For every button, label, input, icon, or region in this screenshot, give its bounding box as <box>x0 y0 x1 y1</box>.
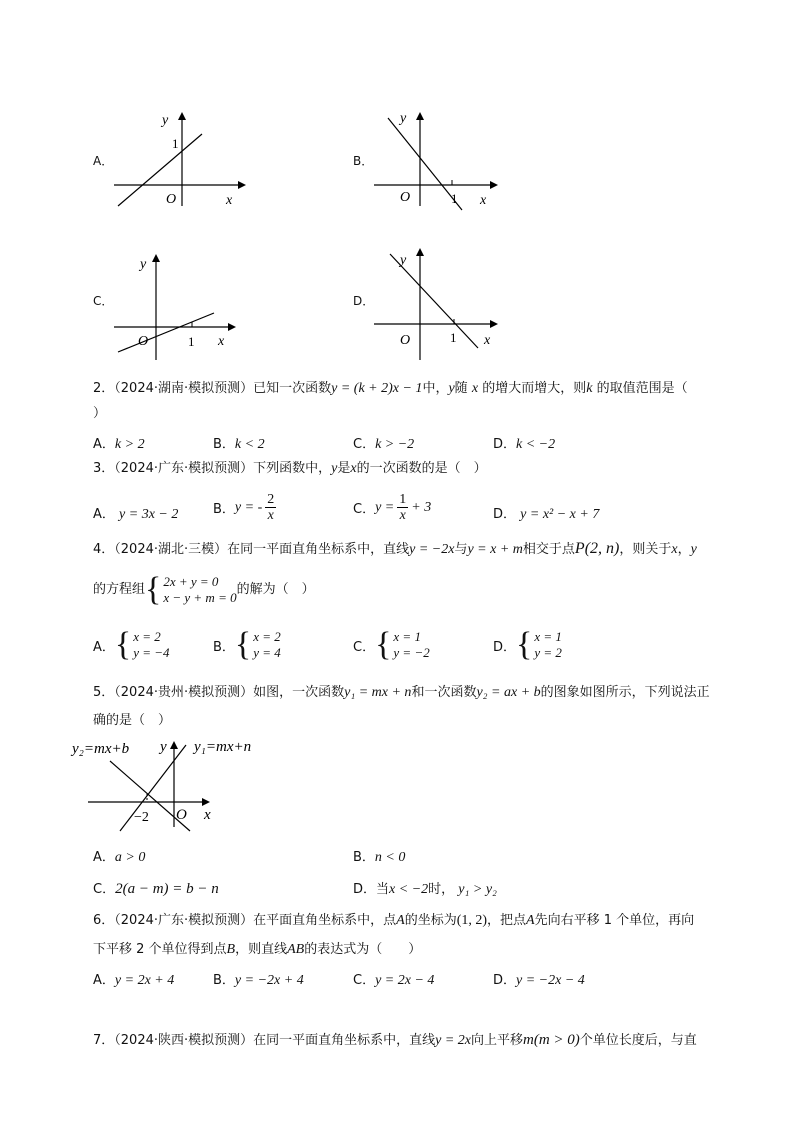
q6-stem-text-c: ，把点 <box>487 913 527 928</box>
q5-stem-text: 5．（2024·贵州·模拟预测）如图，一次函数 <box>93 685 345 700</box>
q2-close-paren: ） <box>93 406 107 421</box>
option-row1: x = 1 <box>534 629 562 644</box>
option-math: y = - <box>234 499 263 515</box>
q2-var-x: x <box>471 381 479 396</box>
q6-option-b[interactable] <box>213 969 304 989</box>
q4-eq1: 2x + y = 0 <box>163 574 219 589</box>
q5-fig-origin: O <box>176 807 187 823</box>
option-math: y = −2x + 4 <box>234 973 304 988</box>
option-math: a > 0 <box>114 850 146 865</box>
q6-point-a: A <box>396 913 405 928</box>
q1b-tick-label: 1 <box>451 191 458 206</box>
q1c-x-label: x <box>218 334 225 349</box>
q1a-origin: O <box>166 192 177 207</box>
q7-stem-text-c: 个单位长度后，与直 <box>579 1033 697 1048</box>
q1d-origin: O <box>400 333 411 348</box>
option-letter: B． <box>213 437 235 452</box>
q4-eq2: x − y + m = 0 <box>163 590 237 605</box>
option-math: y = 2x − 4 <box>375 973 435 988</box>
option-letter: B． <box>213 639 235 655</box>
q4-var-x: x <box>671 542 678 557</box>
q4-stem-text-d: ，则关于 <box>619 542 672 557</box>
fraction <box>397 492 408 523</box>
q4-var-y: y <box>690 542 697 557</box>
q6-line-ab: AB <box>287 942 305 957</box>
q2-function: y = (k + 2)x − 1 <box>331 381 423 396</box>
q5-option-b[interactable] <box>353 846 405 866</box>
brace: { <box>145 571 162 608</box>
option-math: k > 2 <box>114 437 145 452</box>
q2-option-c[interactable] <box>353 433 414 453</box>
q5-option-d[interactable] <box>353 878 497 898</box>
option-letter: C． <box>353 973 376 988</box>
option-letter: D． <box>353 882 377 897</box>
option-system <box>375 626 430 663</box>
q4-stem <box>93 540 697 559</box>
q1b-y-label: y <box>400 111 407 126</box>
q1-graph-c <box>110 248 240 358</box>
brace: { <box>114 626 132 663</box>
option-row2: y = −4 <box>133 645 170 660</box>
q2-option-a[interactable] <box>93 433 145 453</box>
option-system <box>234 626 281 663</box>
q3-stem-text-b: 是 <box>337 461 351 476</box>
q1a-y-label: y <box>162 113 169 128</box>
q6-option-d[interactable] <box>493 969 585 989</box>
q1c-y-label: y <box>140 257 147 272</box>
q3-stem-text-c: 的一次函数的是（ ） <box>356 461 487 476</box>
q1a-x-label: x <box>226 193 233 208</box>
option-letter: B． <box>213 502 235 517</box>
option-math: x < −2 <box>389 882 429 897</box>
option-letter: C． <box>353 639 376 655</box>
q1-option-b-letter[interactable]: B． <box>353 154 374 168</box>
q5-option-a[interactable] <box>93 846 145 866</box>
fraction-numerator: 2 <box>267 492 275 507</box>
q3-var-x: x <box>350 461 357 476</box>
brace: { <box>516 626 533 663</box>
q1c-tick-label: 1 <box>188 334 195 349</box>
q6-option-c[interactable] <box>353 969 434 989</box>
q6-stem-text-e: 下平移 2 个单位得到点 <box>93 942 227 957</box>
q4-option-a[interactable] <box>93 626 170 663</box>
q3-var-y: y <box>331 461 338 476</box>
q7-stem-text: 7．（2024·陕西·模拟预测）在同一平面直角坐标系中，直线 <box>93 1033 436 1048</box>
q1d-x-label: x <box>484 333 491 348</box>
q5-fig-y2-label: y₂=mx+b <box>72 741 130 757</box>
q6-stem-text-d: 先向右平移 1 个单位，再向 <box>534 913 695 928</box>
q4-stem-text-c: 相交于点 <box>522 542 575 557</box>
q3-stem <box>93 460 487 478</box>
option-letter: A． <box>93 639 115 655</box>
option-row1: x = 2 <box>253 629 281 644</box>
q1b-origin: O <box>400 190 411 205</box>
option-text-b: 时， <box>428 882 455 897</box>
option-row2: y = −2 <box>393 645 430 660</box>
q4-stem-text-e: 的方程组 <box>93 582 146 597</box>
option-system <box>114 626 170 663</box>
q6-stem-text-b: 的坐标为 <box>404 913 457 928</box>
q4-line2: y = x + m <box>467 542 523 557</box>
q1-option-a-letter[interactable]: A． <box>93 154 114 168</box>
q4-stem-text: 4．（2024·湖北·三模）在同一平面直角坐标系中，直线 <box>93 542 410 557</box>
q5-stem-line2: 确的是（ ） <box>93 713 172 728</box>
option-math: y = 3x − 2 <box>119 507 179 522</box>
q4-comma: ， <box>677 542 691 557</box>
q7-stem <box>93 1031 697 1050</box>
q5-fig-y-label: y <box>160 739 167 755</box>
option-math: n < 0 <box>374 850 406 865</box>
fraction-numerator: 1 <box>399 492 407 507</box>
option-letter: A． <box>93 850 115 865</box>
option-letter: D． <box>493 437 517 452</box>
q2-option-d[interactable] <box>493 433 555 453</box>
option-letter: A． <box>93 973 115 988</box>
q6-stem-text-g: 的表达式为（ ） <box>304 942 422 957</box>
q3-option-d[interactable] <box>493 503 599 523</box>
option-math: k < −2 <box>516 437 556 452</box>
q6-coord: (1, 2) <box>456 913 488 928</box>
option-letter: C． <box>353 437 376 452</box>
q4-stem-text-f: 的解为（ ） <box>236 582 315 597</box>
q1-graph-a <box>110 108 250 208</box>
q2-var-y: y <box>448 381 455 396</box>
q1-graph-b <box>372 108 502 208</box>
option-system <box>516 626 562 663</box>
q5-function2: y₂ = ax + b <box>476 685 541 700</box>
q6-stem <box>93 912 694 930</box>
q1a-tick-label: 1 <box>172 136 179 151</box>
q7-m: m(m > 0) <box>523 1032 580 1048</box>
q5-figure <box>70 735 280 830</box>
q1-option-d-letter[interactable]: D． <box>353 294 375 308</box>
option-row2: y = 2 <box>534 645 562 660</box>
q6-stem-text-f: ，则直线 <box>235 942 288 957</box>
brace: { <box>375 626 392 663</box>
q4-stem-line2 <box>93 571 315 608</box>
brace: { <box>234 626 252 663</box>
option-math: k < 2 <box>234 437 265 452</box>
q4-line1: y = −2x <box>409 542 455 557</box>
q5-function1: y₁ = mx + n <box>344 685 412 700</box>
q5-fig-y1-label: y₁=mx+n <box>194 739 252 755</box>
q4-stem-text-b: 与 <box>454 542 468 557</box>
option-row1: x = 1 <box>393 629 421 644</box>
q6-stem-line2 <box>93 941 421 959</box>
q2-stem-text-c: 随 <box>454 381 468 396</box>
q7-line: y = 2x <box>435 1033 471 1048</box>
option-math-b: y₁ > y₂ <box>458 882 497 897</box>
q2-stem-text: 2．（2024·湖南·模拟预测）已知一次函数 <box>93 381 332 396</box>
q1b-x-label: x <box>480 193 487 208</box>
option-letter: C． <box>353 502 376 517</box>
q5-stem <box>93 684 710 702</box>
q7-stem-text-b: 向上平移 <box>471 1033 524 1048</box>
q6-stem-text: 6．（2024·广东·模拟预测）在平面直角坐标系中，点 <box>93 913 397 928</box>
q2-var-k: k <box>586 381 593 396</box>
option-letter: B． <box>213 973 235 988</box>
option-letter: A． <box>93 437 115 452</box>
q3-option-b[interactable] <box>213 492 276 523</box>
option-math: k > −2 <box>375 437 415 452</box>
q3-option-a[interactable] <box>93 503 178 523</box>
q1c-origin: O <box>138 334 149 349</box>
option-letter: C． <box>93 882 116 897</box>
option-math: y = x² − x + 7 <box>520 507 600 522</box>
option-letter: D． <box>493 973 517 988</box>
q2-stem <box>93 380 688 398</box>
option-letter: D． <box>493 507 517 522</box>
q6-option-a[interactable] <box>93 969 174 989</box>
option-row2: y = 4 <box>253 645 281 660</box>
q1-graph-d <box>372 244 502 359</box>
q1-option-c-letter[interactable]: C． <box>93 294 114 308</box>
option-text: 当 <box>376 882 390 897</box>
option-letter: B． <box>353 850 375 865</box>
q2-stem-text-e: 的取值范围是（ <box>596 381 688 396</box>
option-row1: x = 2 <box>133 629 161 644</box>
q5-fig-m2-label: −2 <box>134 810 149 825</box>
q4-option-c[interactable] <box>353 626 430 663</box>
q6-point-a2: A <box>526 913 535 928</box>
q1d-tick-label: 1 <box>450 330 457 345</box>
q5-option-c[interactable] <box>93 878 219 898</box>
q2-option-b[interactable] <box>213 433 265 453</box>
option-letter: D． <box>493 639 517 655</box>
q4-equation-system <box>145 571 237 608</box>
q4-option-d[interactable] <box>493 626 562 663</box>
fraction <box>265 492 276 523</box>
option-math: y = −2x − 4 <box>516 973 585 988</box>
q3-stem-text: 3．（2024·广东·模拟预测）下列函数中， <box>93 461 332 476</box>
fraction-denominator: x <box>267 508 274 523</box>
option-math: y = <box>375 499 395 515</box>
fraction-denominator: x <box>399 508 406 523</box>
option-letter: A． <box>93 507 115 522</box>
q3-option-c[interactable] <box>353 492 431 523</box>
option-math-tail: + 3 <box>411 499 432 515</box>
q1d-y-label: y <box>400 253 407 268</box>
q2-stem-text-b: 中， <box>422 381 449 396</box>
q4-point: P(2, n) <box>574 540 620 557</box>
option-math: 2(a − m) = b − n <box>115 881 219 897</box>
q5-fig-x-label: x <box>204 807 211 823</box>
q4-option-b[interactable] <box>213 626 281 663</box>
q5-stem-text-b: 和一次函数 <box>411 685 477 700</box>
q2-stem-text-d: 的增大而增大，则 <box>482 381 587 396</box>
q6-point-b: B <box>226 942 236 957</box>
q5-stem-text-c: 的图象如图所示，下列说法正 <box>540 685 710 700</box>
option-math: y = 2x + 4 <box>114 973 175 988</box>
